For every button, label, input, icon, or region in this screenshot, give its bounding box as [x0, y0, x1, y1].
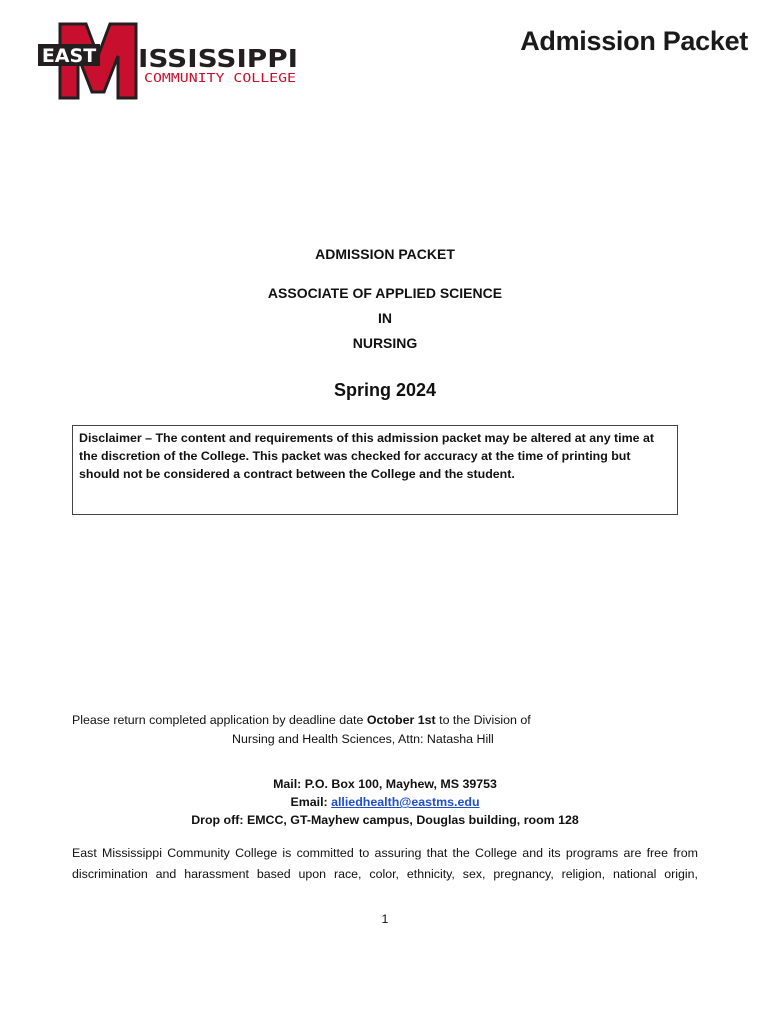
return-suffix: to the Division of — [435, 713, 531, 727]
term-heading: Spring 2024 — [333, 380, 437, 400]
email-label: Email: — [290, 795, 332, 809]
title-degree: ASSOCIATE OF APPLIED SCIENCE — [267, 285, 503, 301]
header-title: Admission Packet — [520, 26, 748, 56]
logo-east-text: EAST — [41, 45, 97, 67]
disclaimer-box — [72, 425, 678, 515]
email-link[interactable]: alliedhealth@eastms.edu — [331, 795, 480, 809]
logo-mississippi-text: ISSISSIPPI — [138, 44, 298, 73]
title-in: IN — [378, 310, 392, 326]
deadline-date: October 1st — [366, 713, 436, 727]
college-logo — [38, 22, 300, 100]
contact-block — [0, 775, 770, 829]
return-prefix: Please return completed application by deadline date — [72, 713, 367, 727]
disclaimer-text: Disclaimer – The content and requirements of this admission packet may be altered at any time at the discretion of the College. This packet was checked for accuracy at the time of printing but should not be considered a contract between the College and the student. — [79, 431, 654, 481]
dropoff-location: Drop off: EMCC, GT-Mayhew campus, Douglas building, room 128 — [191, 813, 579, 827]
page-number: 1 — [381, 912, 389, 926]
return-instructions — [72, 711, 692, 749]
title-admission-packet: ADMISSION PACKET — [315, 246, 455, 262]
mail-address: Mail: P.O. Box 100, Mayhew, MS 39753 — [273, 777, 497, 791]
title-program: NURSING — [352, 335, 418, 351]
return-attn-line: Nursing and Health Sciences, Attn: Natasha Hill — [232, 732, 494, 746]
logo-community-college-text: COMMUNITY COLLEGE — [144, 71, 296, 85]
email-line — [0, 793, 770, 811]
nondiscrimination-statement: East Mississippi Community College is committed to assuring that the College and its programs are free from discrimination and harassment based upon race, color, ethnicity, sex, pregnancy, religion, national origin, — [72, 846, 698, 881]
